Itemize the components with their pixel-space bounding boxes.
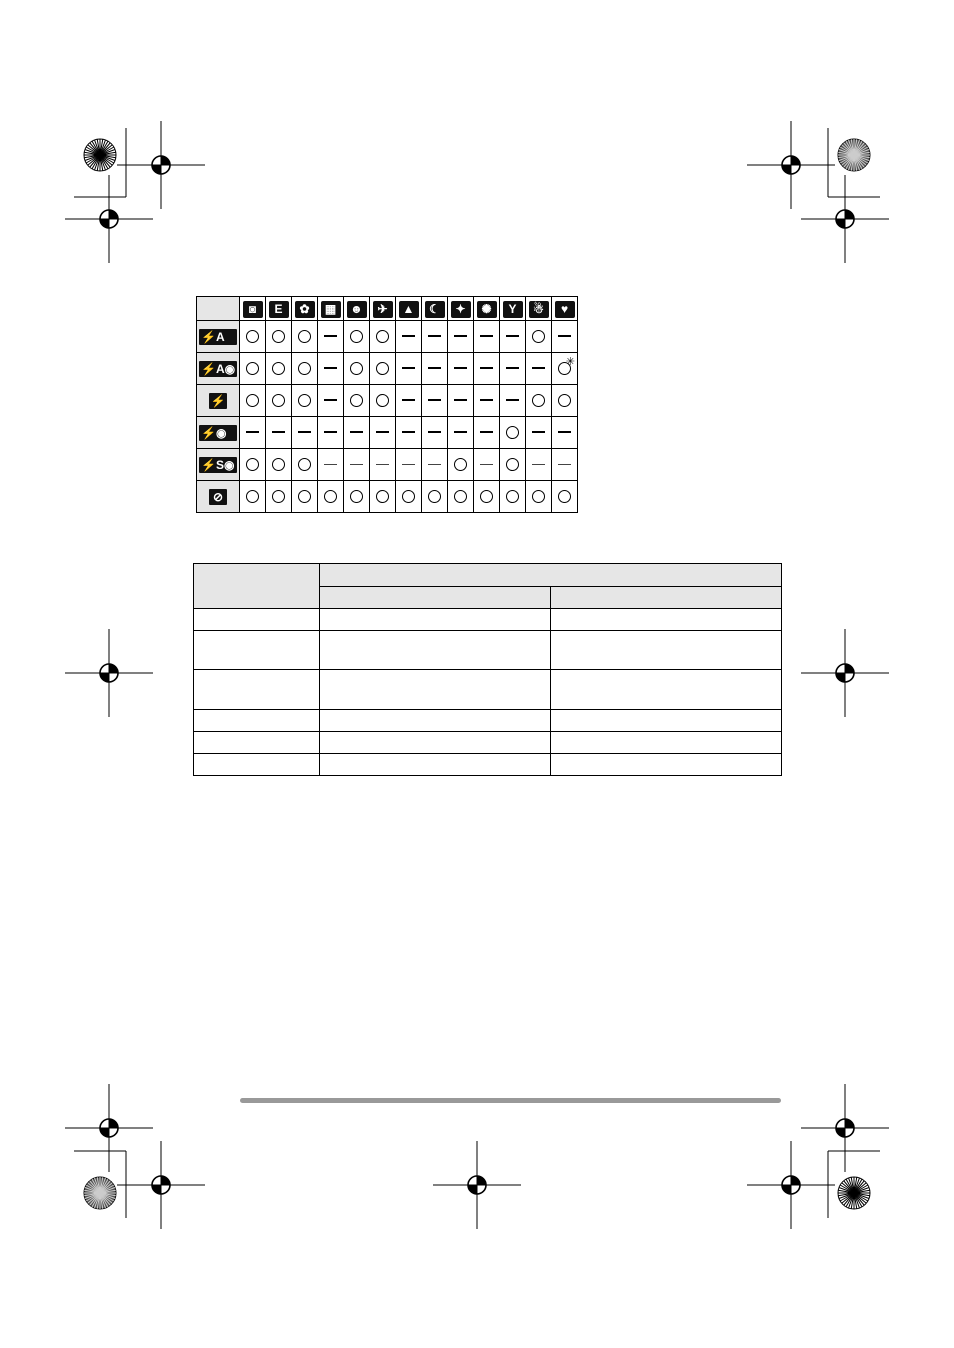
flash-scene-compatibility-table [196,296,578,513]
mark-cell [448,481,474,513]
available-circle-icon [376,394,389,407]
flash-mode-cell [197,385,240,417]
mark-cell [370,385,396,417]
table-row [194,631,782,670]
available-circle-icon [298,362,311,375]
fireworks-icon: ✺ [477,301,497,318]
mark-cell [240,417,266,449]
registration-target-icon [801,175,889,263]
available-circle-icon [350,394,363,407]
available-circle-icon [272,330,285,343]
mark-cell [500,417,526,449]
unavailable-dash-icon [324,464,337,465]
unavailable-dash-icon [428,335,441,337]
unavailable-dash-icon [428,431,441,433]
mark-cell [344,417,370,449]
mark-cell [292,321,318,353]
spec-header-sub-2 [551,587,782,609]
available-circle-icon [480,490,493,503]
available-circle-icon [532,394,545,407]
available-circle-icon [506,426,519,439]
mark-cell [396,481,422,513]
mark-cell [474,353,500,385]
unavailable-dash-icon [402,399,415,401]
mark-cell [370,417,396,449]
mark-cell [526,321,552,353]
registration-target-icon [65,175,153,263]
unavailable-dash-icon [324,335,337,337]
snow-icon: ☃ [529,301,549,318]
color-starburst-icon [84,139,116,171]
motion-picture-icon: ▦ [321,301,341,318]
available-circle-icon [506,490,519,503]
mark-cell [448,353,474,385]
unavailable-dash-icon [480,335,493,337]
flash-mode-cell [197,353,240,385]
flash-mode-cell [197,481,240,513]
table-row [194,609,782,631]
available-circle-icon [350,490,363,503]
mark-cell [318,481,344,513]
sports-icon: ✈ [373,301,393,318]
available-circle-icon [506,458,519,471]
mark-cell [552,417,578,449]
spec-header-corner [194,564,320,609]
night-scenery-icon: ☾ [425,301,445,318]
scene-header-cell [292,297,318,321]
flash-mode-cell [197,321,240,353]
flash-mode-cell [197,417,240,449]
registration-target-icon [117,121,205,209]
table-row [197,353,578,385]
mark-cell [422,481,448,513]
mark-cell [526,385,552,417]
unavailable-dash-icon [532,464,545,465]
unavailable-dash-icon [428,464,441,465]
scene-header-row [197,297,578,321]
available-circle-icon [376,490,389,503]
mark-cell [500,481,526,513]
unavailable-dash-icon [454,335,467,337]
scene-header-cell [318,297,344,321]
mark-cell [266,417,292,449]
mark-cell [266,385,292,417]
table-row [194,670,782,710]
mark-cell [448,321,474,353]
unavailable-dash-icon [376,464,389,465]
available-circle-icon [350,330,363,343]
mark-cell [240,321,266,353]
mark-cell [292,385,318,417]
mark-cell [344,385,370,417]
available-circle-icon [298,394,311,407]
unavailable-dash-icon [454,367,467,369]
mark-cell [266,449,292,481]
unavailable-dash-icon [506,367,519,369]
mark-cell [422,417,448,449]
available-circle-icon [454,458,467,471]
mark-cell [500,353,526,385]
flash-auto-icon: ⚡A [199,329,237,345]
unavailable-dash-icon [558,464,571,465]
mark-cell [552,321,578,353]
available-circle-icon [246,330,259,343]
table-row [194,754,782,776]
unavailable-dash-icon [324,367,337,369]
mark-cell [318,449,344,481]
available-circle-icon [532,330,545,343]
spec-header-sub-1 [320,587,551,609]
mark-cell [448,385,474,417]
available-circle-icon [246,458,259,471]
mark-cell [370,353,396,385]
macro-icon: ✿ [295,301,315,318]
unavailable-dash-icon [298,431,311,433]
unavailable-dash-icon [402,335,415,337]
mark-cell [474,321,500,353]
color-starburst-icon [838,139,870,171]
mark-cell [292,449,318,481]
unavailable-dash-icon [480,367,493,369]
mark-cell [396,321,422,353]
party-icon: Y [503,301,523,318]
mark-cell [344,481,370,513]
mark-cell [292,417,318,449]
mark-cell [292,353,318,385]
mark-cell [318,385,344,417]
available-circle-icon [376,330,389,343]
mark-cell [422,321,448,353]
mark-cell [344,353,370,385]
unavailable-dash-icon [454,431,467,433]
mark-cell [266,481,292,513]
available-circle-icon [558,490,571,503]
mark-cell [526,481,552,513]
available-circle-icon [454,490,467,503]
mark-cell [500,321,526,353]
mark-cell [474,417,500,449]
mark-cell [422,353,448,385]
available-circle-icon [376,362,389,375]
unavailable-dash-icon [324,431,337,433]
unavailable-dash-icon [350,431,363,433]
normal-picture-icon: ◙ [243,301,263,318]
registration-target-icon [747,1141,835,1229]
self-portrait-icon: ♥ [555,301,575,318]
unavailable-dash-icon [480,399,493,401]
mark-cell [396,385,422,417]
mark-cell [422,449,448,481]
unavailable-dash-icon [454,399,467,401]
mark-cell [552,353,578,385]
mark-cell [448,417,474,449]
mark-cell [344,321,370,353]
unavailable-dash-icon [402,464,415,465]
available-circle-icon [298,458,311,471]
unavailable-dash-icon [558,335,571,337]
unavailable-dash-icon [480,431,493,433]
night-portrait-icon: ✦ [451,301,471,318]
page-footer-rule [240,1098,781,1103]
spec-header-row-1 [194,564,782,587]
flash-mode-cell [197,449,240,481]
registration-target-icon [117,1141,205,1229]
flash-slow-sync-red-eye-icon: ⚡S◉ [199,457,237,473]
scene-header-cell [474,297,500,321]
mark-cell [422,385,448,417]
unavailable-dash-icon [428,367,441,369]
unavailable-dash-icon [558,431,571,433]
color-starburst-icon [84,1177,116,1209]
mark-cell [474,385,500,417]
available-circle-icon [272,490,285,503]
scene-header-cell [266,297,292,321]
mark-cell [344,449,370,481]
available-circle-icon [246,490,259,503]
available-circle-icon [298,490,311,503]
scene-header-cell [552,297,578,321]
unavailable-dash-icon [402,367,415,369]
mark-cell [266,353,292,385]
unavailable-dash-icon [350,464,363,465]
scene-header-cell [500,297,526,321]
mark-cell [552,449,578,481]
available-circle-icon [272,458,285,471]
mark-cell [240,449,266,481]
registration-target-icon [65,1084,153,1172]
scene-header-cell [448,297,474,321]
mark-cell [526,417,552,449]
mark-cell [370,449,396,481]
table-row [197,481,578,513]
mark-cell [266,321,292,353]
scene-header-cell [370,297,396,321]
mark-cell [396,353,422,385]
mark-cell [370,481,396,513]
mark-cell [552,385,578,417]
unavailable-dash-icon [506,399,519,401]
table-row [197,417,578,449]
available-circle-icon [298,330,311,343]
registration-target-icon [801,629,889,717]
mark-cell [240,353,266,385]
mark-cell [240,385,266,417]
portrait-icon: ☻ [347,301,367,318]
mark-cell [370,321,396,353]
table-row [197,321,578,353]
available-circle-icon [324,490,337,503]
asterisk-note-icon: ✳ [565,355,575,368]
available-circle-icon [272,362,285,375]
unavailable-dash-icon [532,367,545,369]
table-row [194,732,782,754]
mark-cell [318,321,344,353]
color-starburst-icon [838,1177,870,1209]
table-row [194,710,782,732]
available-circle-icon [272,394,285,407]
scene-header-cell [396,297,422,321]
table-row [197,385,578,417]
mark-cell [448,449,474,481]
available-circle-icon [402,490,415,503]
mark-cell [474,449,500,481]
unavailable-dash-icon [402,431,415,433]
mark-cell [396,449,422,481]
available-circle-icon [428,490,441,503]
mark-cell [552,481,578,513]
scene-header-cell [422,297,448,321]
unavailable-dash-icon [376,431,389,433]
scenery-icon: ▲ [399,301,419,318]
spec-header-group [320,564,782,587]
available-circle-icon [350,362,363,375]
mark-cell [474,481,500,513]
available-circle-icon [246,362,259,375]
table-row [197,449,578,481]
mark-cell [240,481,266,513]
unavailable-dash-icon [506,335,519,337]
economy-icon: E [269,301,289,318]
header-corner-cell [197,297,240,321]
flash-off-icon: ⊘ [209,489,227,505]
flash-forced-on-icon: ⚡ [210,393,226,408]
mark-cell [292,481,318,513]
available-circle-icon [532,490,545,503]
scene-header-cell [526,297,552,321]
scene-header-cell [344,297,370,321]
mark-cell [318,417,344,449]
unavailable-dash-icon [324,399,337,401]
scene-header-cell [240,297,266,321]
mark-cell [318,353,344,385]
mark-cell [526,353,552,385]
mark-cell [500,385,526,417]
available-circle-icon [558,394,571,407]
available-circle-icon [246,394,259,407]
registration-target-icon [747,121,835,209]
unavailable-dash-icon [480,464,493,465]
unavailable-dash-icon [532,431,545,433]
flash-auto-red-eye-icon: ⚡A◉ [201,361,236,376]
registration-target-icon [801,1084,889,1172]
unavailable-dash-icon [272,431,285,433]
flash-forced-red-eye-icon: ⚡◉ [199,425,237,441]
unavailable-dash-icon [246,431,259,433]
mark-cell [526,449,552,481]
mark-cell [396,417,422,449]
mark-cell [500,449,526,481]
registration-target-icon [433,1141,521,1229]
registration-target-icon [65,629,153,717]
unavailable-dash-icon [428,399,441,401]
specification-table [193,563,782,776]
